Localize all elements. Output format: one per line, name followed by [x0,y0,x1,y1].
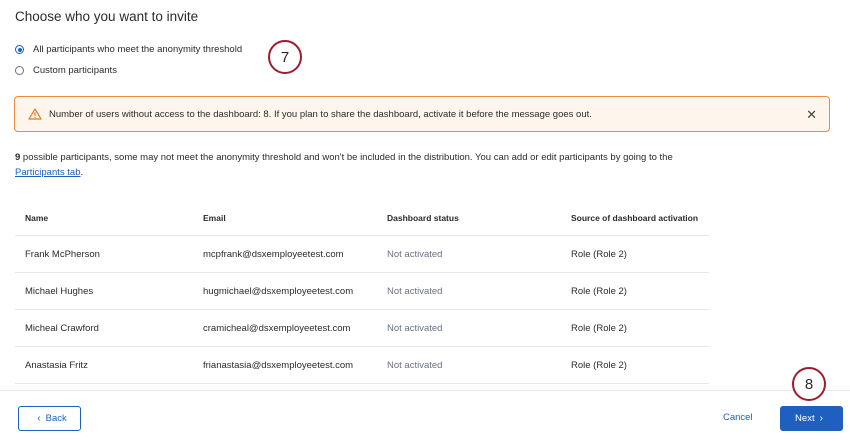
chevron-right-icon: › [819,413,823,424]
column-header-status: Dashboard status [377,200,561,236]
cell-status: Not activated [377,310,561,347]
warning-text: Number of users without access to the dashboard: 8. If you plan to share the dashboard, activate it before the message goes out. [49,108,592,120]
step-callout-8: 8 [792,367,826,401]
cell-status: Not activated [377,236,561,273]
option-all-participants[interactable] [15,44,242,55]
warning-banner [14,96,830,132]
info-text: possible participants, some may not meet the anonymity threshold and won't be included in the distribution. You can add or edit participants by going to the [20,152,673,163]
cell-source: Role (Role 2) [561,347,709,384]
cell-email: hugmichael@dsxemployeetest.com [193,273,377,310]
back-label: Back [45,413,67,424]
cell-source: Role (Role 2) [561,236,709,273]
cell-name: Anastasia Fritz [15,347,193,384]
back-button[interactable] [18,406,81,431]
cell-email: cramicheal@dsxemployeetest.com [193,310,377,347]
cell-status: Not activated [377,273,561,310]
table-row [15,310,709,347]
participant-count: 9 [15,152,21,163]
cell-source: Role (Role 2) [561,310,709,347]
cell-email: frianastasia@dsxemployeetest.com [193,347,377,384]
cell-email: mcpfrank@dsxemployeetest.com [193,236,377,273]
cell-name: Micheal Crawford [15,310,193,347]
option-label: All participants who meet the anonymity threshold [33,44,243,55]
table-row [15,236,709,273]
participants-table [15,200,709,384]
table-row [15,347,709,384]
close-icon[interactable]: ✕ [806,107,817,122]
cell-source: Role (Role 2) [561,273,709,310]
chevron-left-icon: ‹ [37,413,41,424]
participants-tab-link[interactable]: Participants tab [15,167,81,178]
cancel-button[interactable]: Cancel [723,412,753,423]
step-callout-7: 7 [268,40,302,74]
participants-info [15,150,715,180]
next-button[interactable] [780,406,843,431]
option-label: Custom participants [33,65,117,76]
column-header-source: Source of dashboard activation [561,200,709,236]
cell-name: Frank McPherson [15,236,193,273]
column-header-email: Email [193,200,377,236]
option-custom-participants[interactable] [15,65,117,76]
warning-triangle-icon [28,108,42,120]
table-header-row [15,200,709,236]
column-header-name: Name [15,200,193,236]
page-title: Choose who you want to invite [15,9,199,24]
radio-selected[interactable] [15,45,24,54]
table-row [15,273,709,310]
radio-unselected[interactable] [15,66,24,75]
cell-name: Michael Hughes [15,273,193,310]
footer-divider [0,390,850,391]
info-end: . [80,167,84,178]
next-label: Next [795,413,815,424]
cell-status: Not activated [377,347,561,384]
